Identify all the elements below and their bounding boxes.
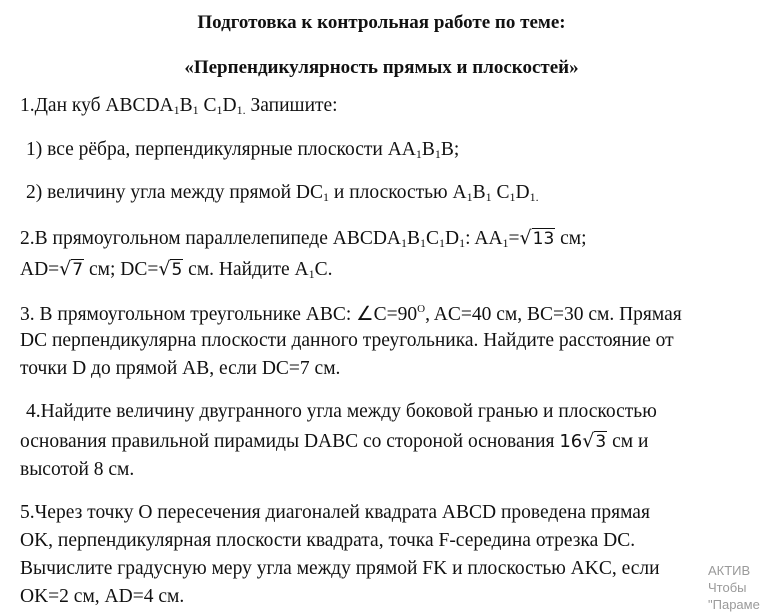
radicand: 3	[595, 432, 607, 452]
text: , AC=40 см, BC=30 см. Прямая	[425, 304, 682, 325]
radicand: 7	[72, 260, 84, 280]
subscript: 1	[401, 236, 408, 250]
activation-watermark	[708, 562, 763, 613]
text: 1) все рёбра, перпендикулярные плоскости AA	[26, 139, 416, 160]
task-3-line-2: DC перпендикулярна плоскости данного треугольника. Найдите расстояние от	[20, 330, 674, 351]
text: основания правильной пирамиды DABC со стороной основания	[20, 431, 560, 452]
task-2-line-1	[20, 227, 587, 250]
text: см;	[555, 228, 587, 249]
subscript: 1	[459, 236, 466, 250]
text: : AA	[465, 228, 503, 249]
text: =	[508, 228, 520, 249]
text: C	[426, 228, 440, 249]
task-5-line-4: OK=2 см, AD=4 см.	[20, 586, 185, 607]
task-3-line-1	[20, 302, 682, 326]
task-4-line-3: высотой 8 см.	[20, 459, 135, 480]
subscript: 1	[420, 236, 427, 250]
subscript: 1.	[236, 103, 246, 117]
task-1-line-1	[20, 95, 338, 117]
radical-sign-icon: √	[519, 227, 532, 249]
subscript: 1	[509, 190, 516, 204]
text: 2) величину угла между прямой DC	[26, 182, 324, 203]
watermark-line-2: Чтобы	[708, 580, 747, 595]
text: D	[515, 182, 530, 203]
task-2-line-2	[20, 258, 332, 281]
coefficient: 16	[559, 431, 583, 452]
task-4-line-1: 4.Найдите величину двугранного угла между боковой гранью и плоскостью	[26, 401, 657, 422]
sqrt-13	[520, 227, 556, 250]
subscript: 1	[502, 236, 509, 250]
text: 1.Дан куб ABCDA	[20, 95, 174, 116]
radicand: 5	[171, 260, 183, 280]
text: C	[491, 182, 510, 203]
page-title-line-1: Подготовка к контрольная работе по теме:	[197, 12, 566, 33]
text: см. Найдите A	[183, 259, 309, 280]
text: см и	[607, 431, 649, 452]
subscript: 1	[415, 147, 422, 161]
text: D	[222, 95, 237, 116]
subscript: 1	[323, 190, 330, 204]
subscript: 1	[216, 103, 223, 117]
radical-sign-icon: √	[158, 258, 171, 280]
task-3-line-3: точки D до прямой AB, если DC=7 см.	[20, 358, 341, 379]
watermark-line-1: АКТИВ	[708, 563, 751, 578]
text: C.	[314, 259, 333, 280]
text: B	[472, 182, 486, 203]
text: 2.В прямоугольном параллелепипеде ABCDA	[20, 228, 402, 249]
text: и плоскостью A	[329, 182, 467, 203]
text: B	[421, 139, 435, 160]
text: B	[407, 228, 421, 249]
task-1-item-1	[26, 139, 459, 161]
text: 3. В прямоугольном треугольнике ABC: ∠C=90	[20, 304, 418, 325]
subscript: 1	[308, 267, 315, 281]
text: C	[198, 95, 217, 116]
subscript: 1.	[529, 190, 539, 204]
subscript: 1	[485, 190, 492, 204]
text: AD=	[20, 259, 60, 280]
radicand: 13	[532, 229, 555, 249]
subscript: 1	[173, 103, 180, 117]
page-title-line-2: «Перпендикулярность прямых и плоскостей»	[184, 57, 579, 78]
subscript: 1	[439, 236, 446, 250]
subscript: 1	[466, 190, 473, 204]
sqrt-5	[158, 258, 183, 281]
text: см; DC=	[84, 259, 159, 280]
degree-superscript: O	[417, 303, 426, 315]
task-1-item-2	[26, 182, 539, 204]
radical-sign-icon: √	[59, 258, 72, 280]
task-5-line-3: Вычислите градусную меру угла между прямой FK и плоскостью AKC, если	[20, 558, 660, 579]
text: D	[445, 228, 460, 249]
subscript: 1	[192, 103, 199, 117]
text: B	[179, 95, 193, 116]
text: B;	[440, 139, 460, 160]
task-5-line-1: 5.Через точку O пересечения диагоналей квадрата ABCD проведена прямая	[20, 502, 650, 523]
watermark-line-3: "Параме	[708, 597, 760, 612]
subscript: 1	[434, 147, 441, 161]
radical-sign-icon: √	[582, 430, 595, 452]
sqrt-3	[582, 430, 607, 453]
text: Запишите:	[245, 95, 338, 116]
sqrt-7	[59, 258, 84, 281]
task-5-line-2: OK, перпендикулярная плоскости квадрата, точка F-середина отрезка DC.	[20, 530, 636, 551]
task-4-line-2	[20, 430, 648, 453]
